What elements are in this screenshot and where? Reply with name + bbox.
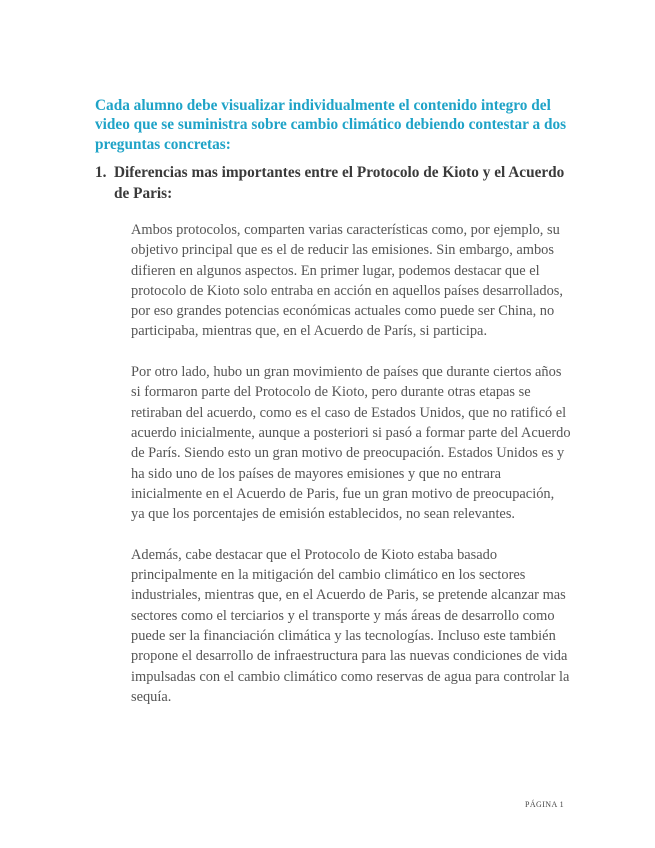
page-number-footer: PÁGINA 1 (525, 800, 564, 809)
question-number: 1. (95, 164, 107, 181)
question-text: Diferencias mas importantes entre el Protocolo de Kioto y el Acuerdo de Paris: (114, 164, 565, 202)
answer-paragraph: Además, cabe destacar que el Protocolo de Kioto estaba basado principalmente en la mitigación del cambio climático en los sectores industriales, mientras que, en el Acuerdo de Paris, se pretende alcanzar mas sectores como el terciarios y el transporte y más áreas de desarrollo como puede ser la financiación climática y las tecnologías. Incluso este también propone el desarrollo de infraestructura para las nuevas condiciones de vida impulsadas con el cambio climático como reservas de agua para controlar la sequía. (131, 546, 570, 705)
question-item (95, 162, 570, 204)
answer-paragraph: Ambos protocolos, comparten varias características como, por ejemplo, su objetivo principal que es el de reducir las emisiones. Sin embargo, ambos difieren en algunos aspectos. En primer lugar, podemos destacar que el protocolo de Kioto solo entraba en acción en aquellos países desarrollados, por eso grandes potencias económicas actuales como puede ser China, no participaba, mientras que, en el Acuerdo de París, si participa. (131, 222, 563, 340)
intro-heading: Cada alumno debe visualizar individualmente el contenido integro del video que se suministra sobre cambio climático debiendo contestar a dos preguntas concretas: (95, 97, 567, 153)
answer-paragraph: Por otro lado, hubo un gran movimiento de países que durante ciertos años si formaron parte del Protocolo de Kioto, pero durante otras etapas se retiraban del acuerdo, como es el caso de Estados Unidos, que no ratificó el acuerdo inicialmente, aunque a posteriori si pasó a formar parte del Acuerdo de París. Siendo esto un gran motivo de preocupación. Estados Unidos es y ha sido uno de los países de mayores emisiones y que no entrara inicialmente en el Acuerdo de Paris, fue un gran motivo de preocupación, ya que los porcentajes de emisión establecidos, no sean relevantes. (131, 364, 571, 523)
answer-body (131, 220, 571, 727)
